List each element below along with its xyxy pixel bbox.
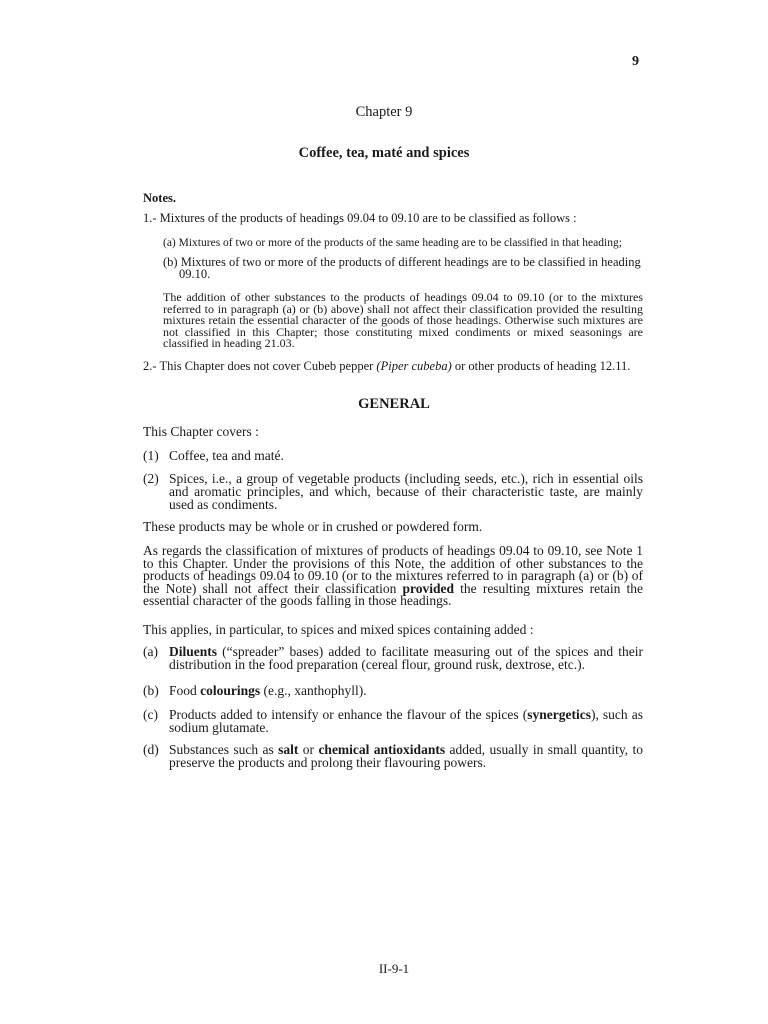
cover-item-2 [143,472,643,511]
page-footer: II-9-1 [378,961,410,976]
note-2-post: or other products of heading 12.11. [451,359,631,373]
note-2-species: (Piper cubeba) [376,359,452,373]
cover-item-1 [143,449,643,462]
cover-item-2-text: Spices, i.e., a group of vegetable products (including seeds, etc.), rich in essential oils and aromatic principles, and which, because of their characteristic taste, are mainly used as condiments. [169,471,643,512]
list-item-b-pre: Food [169,683,201,698]
cover-item-1-text: Coffee, tea and maté. [169,448,284,463]
note-1-addition: The addition of other substances to the products of headings 09.04 to 09.10 (or to the mixtures referred to in paragraph (a) or (b) above) shall not affect their classification provided the resulting mixtures retain the essential character of the goods of those headings. Otherwise such mixtures are not classified in this Chapter; those constituting mixed condiments or mixed seasonings are classified in heading 21.03. [163,290,643,350]
list-item-a [143,645,643,671]
list-item-b [143,684,643,697]
list-item-c [143,708,643,734]
list-item-d-mid: or [298,742,319,757]
list-item-c-pre: Products added to intensify or enhance the flavour of the spices ( [169,707,528,722]
note-1b [163,256,659,280]
list-item-d-pre: Substances such as [169,742,279,757]
list-item-d-label: (d) [143,742,159,757]
note-2-number: 2.- [143,359,157,373]
list-item-b-bold: colourings [200,683,261,698]
note-1-intro: Mixtures of the products of headings 09.04 to 09.10 are to be classified as follows : [159,211,577,225]
note-1a-text: Mixtures of two or more of the products of the same heading are to be classified in that heading; [178,237,622,249]
cover-item-2-label: (2) [143,471,159,486]
mixtures-pre: As regards the classification of mixtures of products of headings 09.04 to 09.10, see Note 1 to this Chapter. Under the provisions of this Note, the addition of other substances to the products of headings 09.04 to 09.10 (or to the mixtures referred to in paragraph (a) or (b) of the Note) shall not affect their classification [143,543,643,596]
list-item-b-label: (b) [143,683,159,698]
cover-item-1-label: (1) [143,448,159,463]
mixtures-bold: provided [402,580,455,596]
chapter-label: Chapter 9 [355,104,413,120]
mixtures-post: the resulting mixtures retain the essential character of the goods falling in those headings. [143,580,643,608]
list-item-b-post: (e.g., xanthophyll). [260,683,367,698]
applies-paragraph: This applies, in particular, to spices and mixed spices containing added : [143,622,534,637]
mixtures-paragraph [143,545,643,608]
list-item-a-bold: Diluents [169,644,218,659]
note-1 [143,212,643,224]
chapter-title: Coffee, tea, maté and spices [298,145,470,161]
list-item-d [143,743,643,769]
list-item-d-bold-1: salt [278,742,299,757]
note-1a [163,237,643,249]
notes-heading: Notes. [143,191,176,205]
list-item-d-bold-2: chemical antioxidants [318,742,446,757]
note-1-number: 1.- [143,211,157,225]
list-item-a-label: (a) [143,644,158,659]
list-item-d-post: added, usually in small quantity, to preserve the products and prolong their flavouring powers. [169,742,643,770]
note-1b-label: (b) [163,255,178,269]
note-2-pre: This Chapter does not cover Cubeb pepper [159,359,377,373]
list-item-a-text: (“spreader” bases) added to facilitate measuring out of the spices and their distribution in the food preparation (cereal flour, ground rusk, dextrose, etc.). [169,644,643,672]
list-item-c-post: ), such as sodium glutamate. [169,707,643,735]
general-heading: GENERAL [358,396,430,412]
note-1b-text: Mixtures of two or more of the products of different headings are to be classified in heading 09.10. [179,255,641,281]
list-item-c-bold: synergetics [527,707,591,722]
page-number: 9 [632,54,639,69]
list-item-c-label: (c) [143,707,158,722]
note-2 [143,360,643,372]
form-paragraph: These products may be whole or in crushed or powdered form. [143,519,483,534]
covers-intro: This Chapter covers : [143,424,259,439]
note-1a-label: (a) [163,237,176,249]
